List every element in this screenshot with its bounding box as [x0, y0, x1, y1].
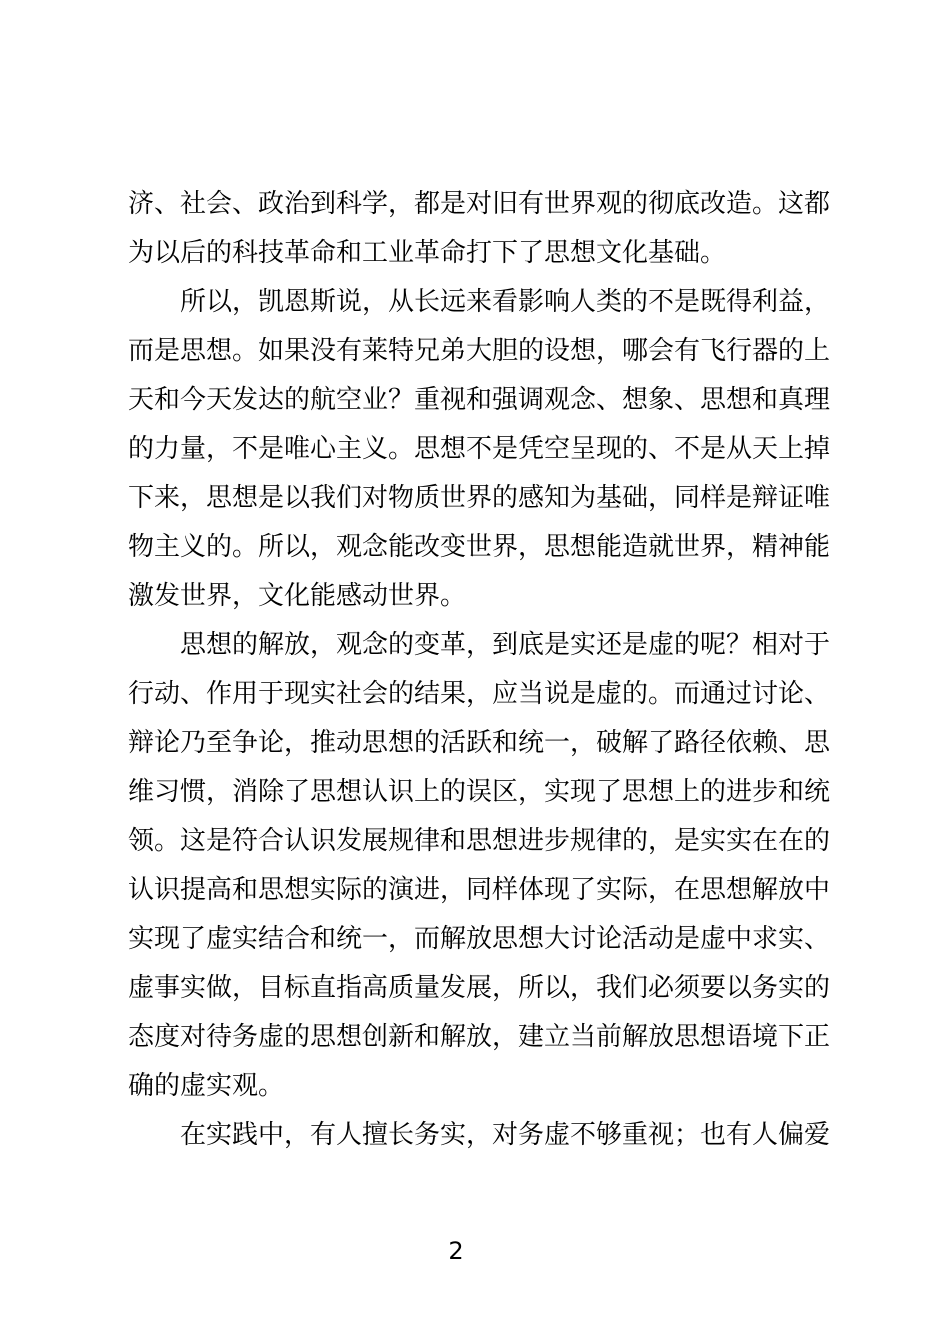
text-line: 下来，思想是以我们对物质世界的感知为基础，同样是辩证唯: [128, 483, 831, 513]
text-line: 认识提高和思想实际的演进，同样体现了实际，在思想解放中: [128, 875, 831, 905]
text-line: 的力量，不是唯心主义。思想不是凭空呈现的、不是从天上掉: [128, 434, 831, 464]
text-line: 激发世界，文化能感动世界。: [128, 581, 467, 611]
text-line: 而是思想。如果没有莱特兄弟大胆的设想，哪会有飞行器的上: [128, 336, 831, 366]
text-line: 济、社会、政治到科学，都是对旧有世界观的彻底改造。这都: [128, 189, 831, 219]
text-line: 维习惯，消除了思想认识上的误区，实现了思想上的进步和统: [128, 777, 831, 807]
text-line: 虚事实做，目标直指高质量发展，所以，我们必须要以务实的: [128, 973, 831, 1003]
page-number: 2: [448, 1237, 464, 1265]
text-line: 态度对待务虚的思想创新和解放，建立当前解放思想语境下正: [128, 1022, 831, 1052]
text-line: 在实践中，有人擅长务实，对务虚不够重视；也有人偏爱: [128, 1120, 831, 1150]
text-line: 天和今天发达的航空业？重视和强调观念、想象、思想和真理: [128, 385, 831, 415]
text-line: 领。这是符合认识发展规律和思想进步规律的，是实实在在的: [128, 826, 831, 856]
text-line: 确的虚实观。: [128, 1071, 285, 1101]
text-line: 实现了虚实结合和统一，而解放思想大讨论活动是虚中求实、: [128, 924, 831, 954]
text-line: 行动、作用于现实社会的结果，应当说是虚的。而通过讨论、: [128, 679, 831, 709]
text-line: 思想的解放，观念的变革，到底是实还是虚的呢？相对于: [128, 630, 831, 660]
text-line: 辩论乃至争论，推动思想的活跃和统一，破解了路径依赖、思: [128, 728, 831, 758]
text-line: 为以后的科技革命和工业革命打下了思想文化基础。: [128, 238, 727, 268]
text-line: 物主义的。所以，观念能改变世界，思想能造就世界，精神能: [128, 532, 831, 562]
text-line: 所以，凯恩斯说，从长远来看影响人类的不是既得利益，: [128, 287, 831, 317]
